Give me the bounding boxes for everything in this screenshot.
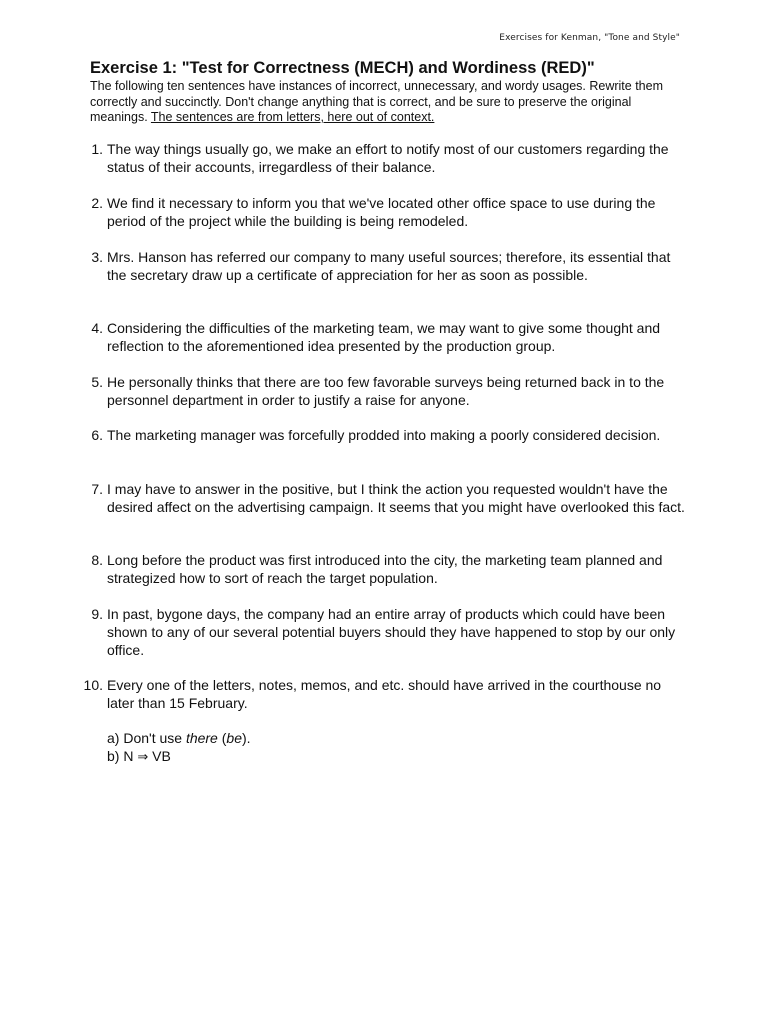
item-sentence: He personally thinks that there are too few favorable surveys being returned back in to the personnel department in order to justify a raise for anyone.: [107, 374, 665, 408]
hint-a-close: ).: [242, 730, 251, 746]
item-sentence: I may have to answer in the positive, but I think the action you requested wouldn't have the desired affect on the advertising campaign. It seems that you might have overlooked this fact.: [107, 481, 685, 515]
hint-notes: [107, 729, 687, 767]
instructions-text: The following ten sentences have instances of incorrect, unnecessary, and wordy usages. Rewrite them correctly and succinctly. Don't change anything that is correct, and be sure to preserve the original meanings.: [90, 79, 663, 124]
item-sentence: Considering the difficulties of the marketing team, we may want to give some thought and reflection to the aforementioned idea presented by the production group.: [107, 320, 661, 354]
item-number: 4.: [91, 320, 103, 336]
exercise-title: Exercise 1: "Test for Correctness (MECH) and Wordiness (RED)": [90, 59, 595, 77]
hint-b-suffix: VB: [148, 748, 171, 764]
item-sentence: The way things usually go, we make an effort to notify most of our customers regarding the status of their accounts, irregardless of their balance.: [107, 141, 669, 175]
item-sentence: We find it necessary to inform you that we've located other office space to use during the period of the project while the building is being remodeled.: [107, 195, 656, 229]
item-number: 5.: [91, 374, 103, 390]
item-sentence: The marketing manager was forcefully prodded into making a poorly considered decision.: [107, 427, 661, 443]
item-number: 1.: [91, 141, 103, 157]
hint-a-prefix: a) Don't use: [107, 730, 186, 746]
hint-a: [107, 729, 687, 747]
item-number: 8.: [91, 552, 103, 568]
item-number: 6.: [91, 427, 103, 443]
hint-a-be: be: [226, 730, 242, 746]
hint-a-open: (: [217, 730, 227, 746]
running-header: Exercises for Kenman, "Tone and Style": [499, 33, 680, 43]
hint-a-there: there: [185, 730, 218, 746]
item-sentence: In past, bygone days, the company had an entire array of products which could have been shown to any of our several potential buyers should they have happened to stop by our only office.: [107, 606, 676, 658]
item-number: 2.: [91, 195, 103, 211]
item-number: 7.: [91, 481, 103, 497]
hint-b-prefix: b) N: [107, 748, 138, 764]
item-sentence: Long before the product was first introduced into the city, the marketing team planned and strategized how to sort of reach the target population.: [107, 552, 663, 586]
item-sentence: Mrs. Hanson has referred our company to many useful sources; therefore, its essential that the secretary draw up a certificate of appreciation for her as soon as possible.: [107, 249, 671, 283]
implies-arrow-icon: ⇒: [137, 750, 149, 765]
item-sentence: Every one of the letters, notes, memos, and etc. should have arrived in the courthouse no later than 15 February.: [107, 677, 662, 711]
item-number: 9.: [91, 606, 103, 622]
item-number: 3.: [91, 249, 103, 265]
instructions-underlined-note: The sentences are from letters, here out of context.: [150, 110, 435, 124]
hint-b: [107, 747, 687, 767]
item-number: 10.: [83, 677, 103, 693]
exercise-instructions: [90, 79, 680, 126]
